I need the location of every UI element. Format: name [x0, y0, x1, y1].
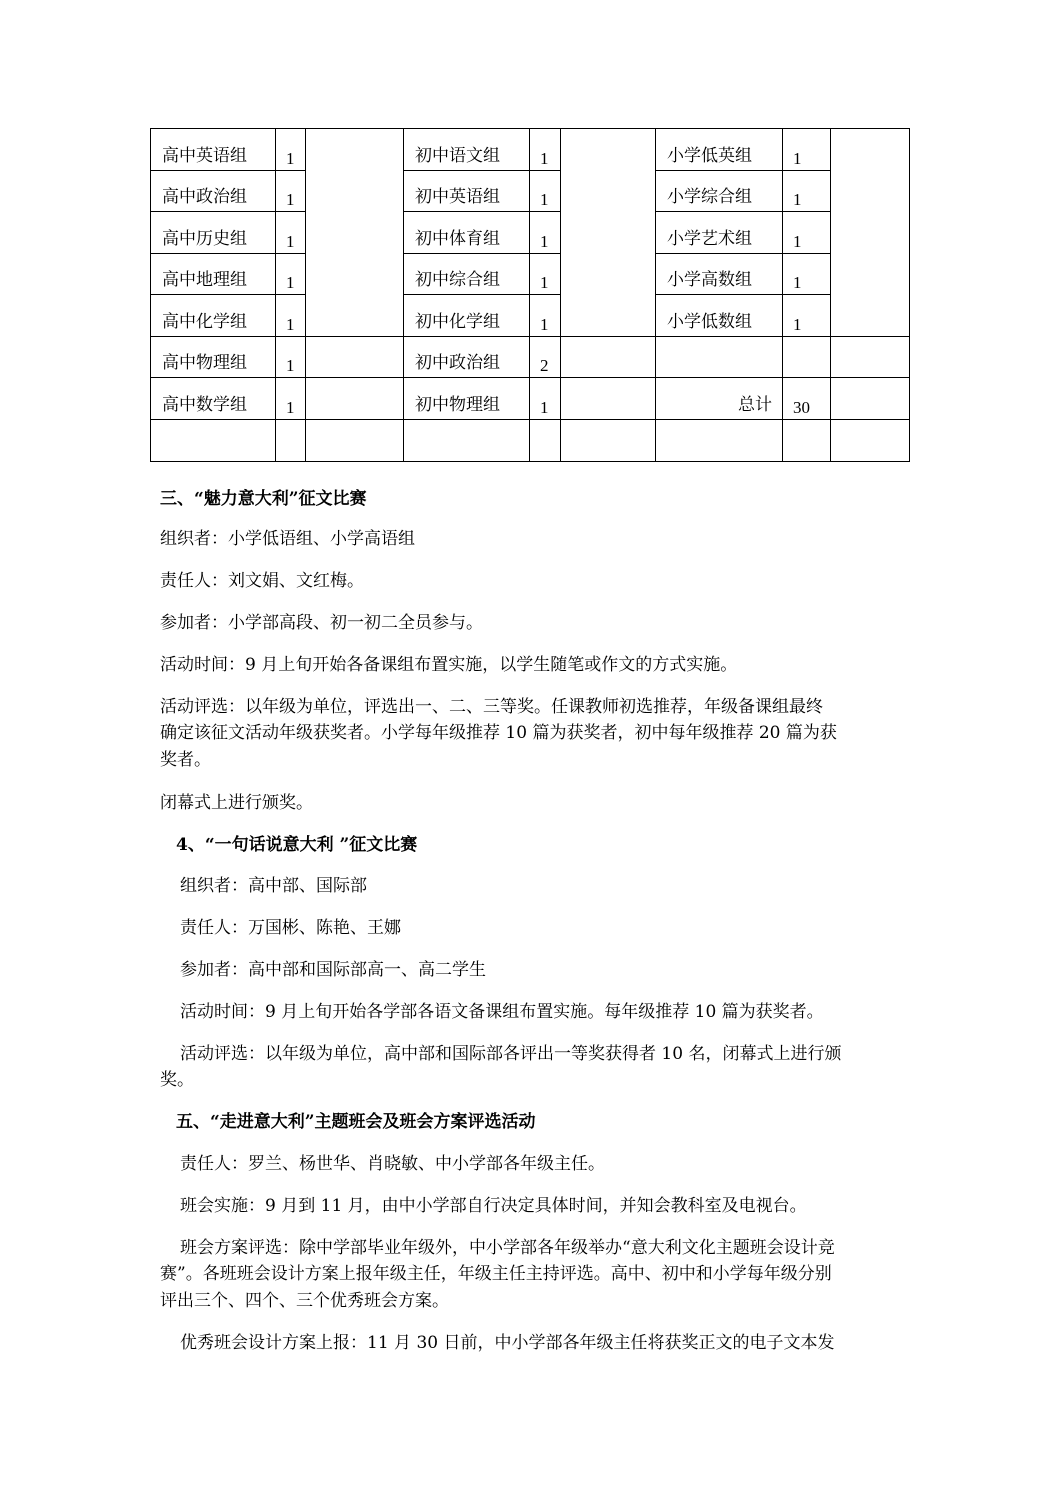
table-cell: 高中历史组	[151, 212, 276, 254]
table-cell: 初中化学组	[404, 295, 530, 337]
table-cell: 小学艺术组	[656, 212, 783, 254]
table-cell: 1	[530, 253, 561, 295]
table-cell: 1	[783, 295, 831, 337]
table-cell	[831, 378, 910, 420]
table-cell	[276, 419, 306, 461]
table-cell: 1	[783, 253, 831, 295]
table-cell: 初中体育组	[404, 212, 530, 254]
s4-eval-line2: 奖。	[160, 1070, 194, 1090]
table-cell: 1	[276, 295, 306, 337]
s3-owner: 责任人：刘文娟、文红梅。	[160, 571, 364, 591]
s5-plan-line3: 评出三个、四个、三个优秀班会方案。	[160, 1291, 449, 1311]
table-cell: 初中政治组	[404, 336, 530, 378]
table-cell	[306, 129, 404, 337]
s4-organizer: 组织者：高中部、国际部	[180, 876, 367, 896]
table-cell	[656, 336, 783, 378]
s5-owner: 责任人：罗兰、杨世华、肖晓敏、中小学部各年级主任。	[180, 1154, 605, 1174]
table-cell	[831, 336, 910, 378]
table-cell: 1	[276, 336, 306, 378]
table-cell: 小学综合组	[656, 170, 783, 212]
table-cell: 1	[530, 129, 561, 171]
s3-closing: 闭幕式上进行颁奖。	[160, 793, 313, 813]
section-5-heading: 五、“走进意大利”主题班会及班会方案评选活动	[176, 1112, 536, 1132]
table-cell	[783, 419, 831, 461]
s4-eval-line1: 活动评选：以年级为单位，高中部和国际部各评出一等奖获得者 10 名，闭幕式上进行颁	[180, 1044, 842, 1064]
table-cell: 高中物理组	[151, 336, 276, 378]
table-row	[151, 253, 910, 295]
table-cell: 初中物理组	[404, 378, 530, 420]
table-cell: 高中化学组	[151, 295, 276, 337]
table-row	[151, 419, 910, 461]
table-cell: 1	[783, 212, 831, 254]
table-cell	[831, 129, 910, 337]
table-cell	[561, 336, 656, 378]
section-3-heading: 三、“魅力意大利”征文比赛	[160, 489, 367, 509]
table-cell	[404, 419, 530, 461]
table-cell: 高中政治组	[151, 170, 276, 212]
table-row	[151, 295, 910, 337]
table-cell: 1	[276, 129, 306, 171]
section-4-heading: 4、“一句话说意大利 ”征文比赛	[176, 835, 418, 855]
table-cell	[656, 419, 783, 461]
table-cell	[561, 378, 656, 420]
table-cell	[783, 336, 831, 378]
table-cell	[831, 419, 910, 461]
table-cell: 1	[276, 253, 306, 295]
s5-implementation: 班会实施：9 月到 11 月，由中小学部自行决定具体时间，并知会教科室及电视台。	[180, 1196, 807, 1216]
table-cell: 1	[783, 170, 831, 212]
table-cell: 1	[783, 129, 831, 171]
table-cell: 小学高数组	[656, 253, 783, 295]
table-row	[151, 336, 910, 378]
s3-eval-line2: 确定该征文活动年级获奖者。小学每年级推荐 10 篇为获奖者，初中每年级推荐 20 篇为获	[160, 723, 837, 743]
table-cell: 1	[276, 378, 306, 420]
s3-eval-line1: 活动评选：以年级为单位，评选出一、二、三等奖。任课教师初选推荐，年级备课组最终	[160, 697, 823, 717]
table-row	[151, 378, 910, 420]
table-cell	[306, 336, 404, 378]
table-cell	[151, 419, 276, 461]
table-cell: 2	[530, 336, 561, 378]
table-cell: 30	[783, 378, 831, 420]
s5-plan-line1: 班会方案评选：除中学部毕业年级外，中小学部各年级举办“意大利文化主题班会设计竞	[180, 1238, 835, 1258]
table-cell: 小学低英组	[656, 129, 783, 171]
s4-time: 活动时间：9 月上旬开始各学部各语文备课组布置实施。每年级推荐 10 篇为获奖者。	[180, 1002, 824, 1022]
table-cell	[530, 419, 561, 461]
table-cell: 1	[530, 212, 561, 254]
table-cell: 高中英语组	[151, 129, 276, 171]
s4-participants: 参加者：高中部和国际部高一、高二学生	[180, 960, 486, 980]
table-cell: 初中语文组	[404, 129, 530, 171]
table-cell: 1	[276, 212, 306, 254]
table-row	[151, 212, 910, 254]
table-cell: 小学低数组	[656, 295, 783, 337]
table-cell	[561, 129, 656, 337]
table-cell: 1	[530, 295, 561, 337]
s3-time: 活动时间：9 月上旬开始各备课组布置实施，以学生随笔或作文的方式实施。	[160, 655, 738, 675]
group-count-table	[150, 128, 910, 462]
s5-submit: 优秀班会设计方案上报：11 月 30 日前，中小学部各年级主任将获奖正文的电子文本发	[180, 1333, 835, 1353]
table-row	[151, 170, 910, 212]
table-cell: 1	[530, 378, 561, 420]
s3-eval-line3: 奖者。	[160, 750, 211, 770]
table-row	[151, 129, 910, 171]
table-cell	[306, 378, 404, 420]
table-cell: 初中英语组	[404, 170, 530, 212]
table-cell: 初中综合组	[404, 253, 530, 295]
table-cell	[561, 419, 656, 461]
table-cell: 1	[530, 170, 561, 212]
table-cell: 总计	[656, 378, 783, 420]
s4-owner: 责任人：万国彬、陈艳、王娜	[180, 918, 401, 938]
table-cell: 高中地理组	[151, 253, 276, 295]
table-cell	[306, 419, 404, 461]
s5-plan-line2: 赛”。各班班会设计方案上报年级主任，年级主任主持评选。高中、初中和小学每年级分别	[160, 1264, 832, 1284]
table-cell: 1	[276, 170, 306, 212]
s3-participants: 参加者：小学部高段、初一初二全员参与。	[160, 613, 483, 633]
table-cell: 高中数学组	[151, 378, 276, 420]
s3-organizer: 组织者：小学低语组、小学高语组	[160, 529, 415, 549]
